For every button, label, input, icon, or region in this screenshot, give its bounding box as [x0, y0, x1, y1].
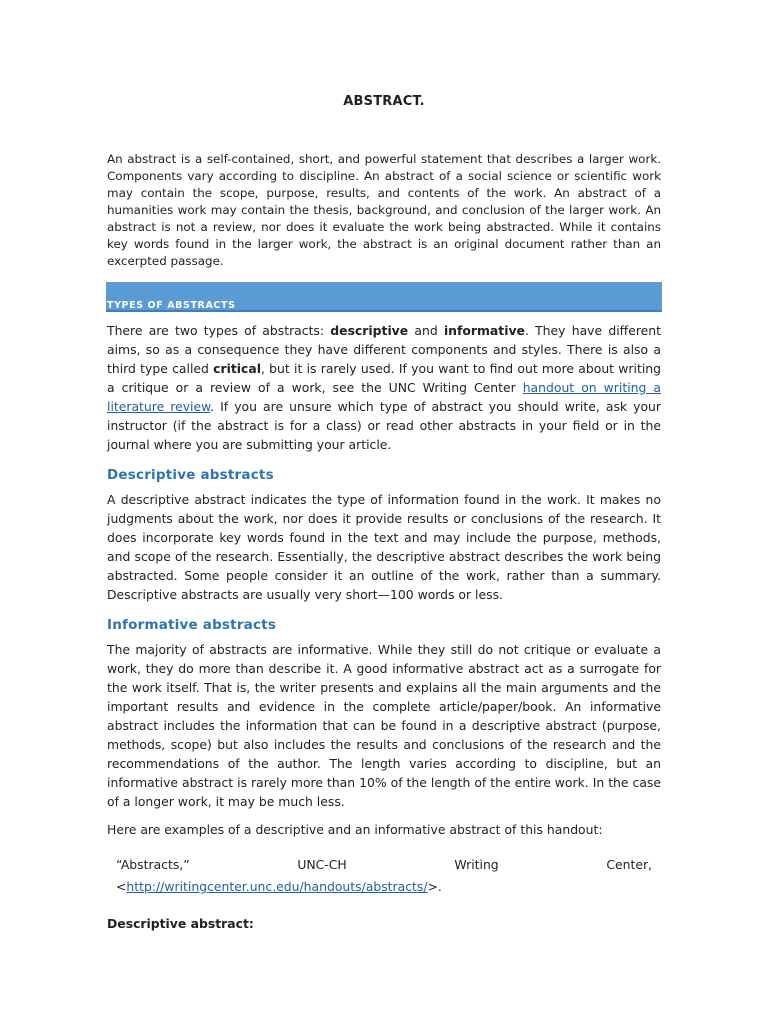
types-text-5: . If you are unsure which type of abstract you should write, ask your instructor (if the abstract is for a class) or read other abstracts in your field or in the journal where you are submitting your article.: [107, 399, 661, 452]
descriptive-abstract-label: Descriptive abstract:: [107, 916, 254, 931]
types-text-4: , but it is rarely used. If you want to find out more about writing a critique or a review of a work, see the UNC Writing Center: [107, 361, 661, 395]
literature-review-link[interactable]: handout on writing a literature review: [107, 380, 661, 414]
descriptive-heading: Descriptive abstracts: [107, 467, 274, 483]
term-critical: critical: [213, 361, 261, 376]
informative-heading: Informative abstracts: [107, 617, 277, 633]
citation-open: <: [116, 879, 127, 894]
intro-paragraph: An abstract is a self-contained, short, and powerful statement that describes a larger work. Components vary according to discipline. An abstract of a social science or scientific work may contain the scope, purpose, results, and contents of the work. An abstract of a humanities work may contain the thesis, background, and conclusion of the larger work. An abstract is not a review, nor does it evaluate the work being abstracted. While it contains key words found in the larger work, the abstract is an original document rather than an excerpted passage.: [107, 152, 661, 268]
types-text-3: . They have different aims, so as a consequence they have different components and styles. There is also a third type called: [107, 323, 661, 376]
informative-paragraph: The majority of abstracts are informative. While they still do not critique or evaluate a work, they do more than describe it. A good informative abstract act as a surrogate for the work itself. That is, the writer presents and explains all the main arguments and the important results and evidence in the complete article/paper/book. An informative abstract includes the information that can be found in a descriptive abstract (purpose, methods, scope) but also includes the results and conclusions of the research and the recommendations of the author. The length varies according to discipline, but an informative abstract is rarely more than 10% of the length of the entire work. In the case of a longer work, it may be much less.: [107, 642, 661, 809]
section-banner-label: TYPES OF ABSTRACTS: [107, 300, 236, 311]
document-title: ABSTRACT.: [343, 94, 425, 109]
examples-intro: Here are examples of a descriptive and an informative abstract of this handout:: [107, 822, 603, 837]
citation-close: >.: [427, 879, 442, 894]
descriptive-paragraph: A descriptive abstract indicates the type of information found in the work. It makes no judgments about the work, nor does it provide results or conclusions of the research. It does incorporate key words found in the text and may include the purpose, methods, and scope of the research. Essentially, the descriptive abstract describes the work being abstracted. Some people consider it an outline of the work, rather than a summary. Descriptive abstracts are usually very short—100 words or less.: [107, 492, 661, 602]
term-descriptive: descriptive: [330, 323, 409, 338]
citation-url-line: [116, 876, 442, 898]
term-informative: informative: [443, 323, 525, 338]
citation-line: “Abstracts,” UNC-CH Writing Center,: [116, 857, 652, 872]
citation-url-link[interactable]: http://writingcenter.unc.edu/handouts/abstracts/: [126, 879, 428, 894]
types-text-1: There are two types of abstracts:: [107, 323, 331, 338]
types-paragraph: [107, 321, 661, 454]
types-text-2: and: [408, 323, 444, 338]
